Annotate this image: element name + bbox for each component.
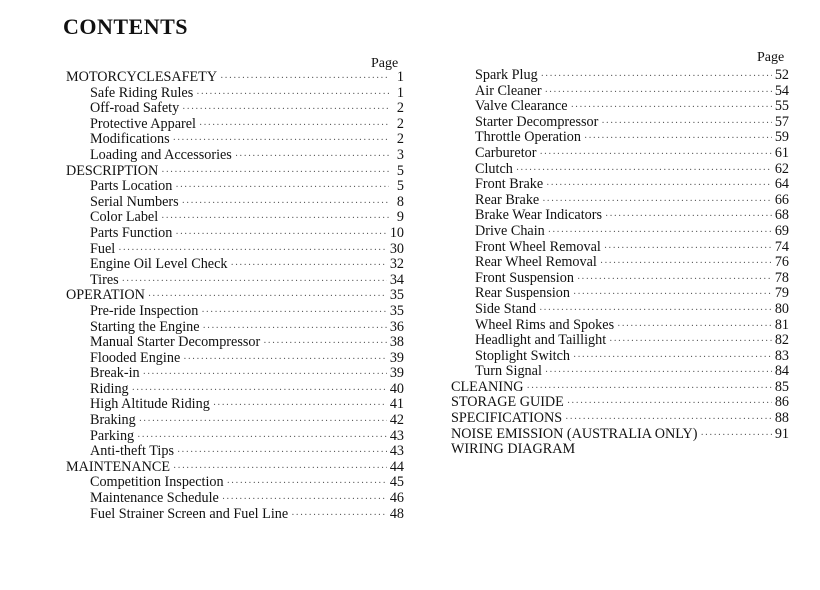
toc-entry-label: Off-road Safety [90,100,180,117]
toc-entry-riding[interactable] [66,382,404,398]
toc-entry-specifications[interactable] [451,411,789,427]
toc-entry-page-number: 91 [774,425,789,442]
toc-entry-operation[interactable] [66,288,404,304]
toc-entry-label: Competition Inspection [90,474,224,491]
dot-leader [263,336,387,352]
toc-entry-serial-numbers[interactable] [66,195,404,211]
toc-entry-page-number: 78 [774,269,789,286]
dot-leader [175,227,386,243]
dot-leader [539,147,771,163]
toc-entry-label: Front Brake [475,176,544,193]
toc-entry-label: Parts Location [90,178,173,195]
toc-entry-label: Clutch [475,160,513,177]
toc-entry-pre-ride-inspection[interactable] [66,304,404,320]
toc-entry-label: OPERATION [66,287,145,304]
toc-entry-label: Drive Chain [475,222,545,239]
toc-entry-engine-oil-level-check[interactable] [66,257,404,273]
toc-entry-parking[interactable] [66,429,404,445]
toc-entry-page-number: 43 [389,443,404,460]
toc-entry-cleaning[interactable] [451,380,789,396]
dot-leader [182,196,389,212]
toc-entry-label: Starting the Engine [90,318,200,335]
toc-entry-page-number: 2 [396,115,404,132]
toc-entry-label: Headlight and Taillight [475,332,607,349]
toc-entry-valve-clearance[interactable] [451,99,789,115]
toc-entry-manual-starter-decompressor[interactable] [66,335,404,351]
toc-entry-air-cleaner[interactable] [451,84,789,100]
toc-entry-spark-plug[interactable] [451,68,789,84]
toc-right-column [451,68,789,458]
toc-entry-page-number: 40 [389,380,404,397]
dot-leader [601,116,772,132]
dot-leader [177,445,387,461]
dot-leader [201,305,386,321]
dot-leader [161,211,389,227]
toc-entry-page-number: 76 [774,254,789,271]
toc-entry-page-number: 55 [774,98,789,115]
toc-entry-page-number: 86 [774,394,789,411]
toc-entry-label: Rear Wheel Removal [475,254,597,271]
toc-entry-label: Protective Apparel [90,115,196,132]
toc-entry-label: WIRING DIAGRAM [451,441,576,458]
toc-entry-label: High Altitude Riding [90,396,210,413]
toc-entry-label: Brake Wear Indicators [475,207,603,224]
toc-entry-front-wheel-removal[interactable] [451,240,789,256]
toc-entry-page-number: 2 [396,100,404,117]
toc-entry-page-number: 1 [396,84,404,101]
toc-entry-page-number: 85 [774,378,789,395]
toc-entry-page-number: 32 [389,256,404,273]
toc-entry-page-number: 48 [389,505,404,522]
toc-entry-label: Stoplight Switch [475,347,570,364]
toc-entry-page-number: 36 [389,318,404,335]
toc-entry-competition-inspection[interactable] [66,475,404,491]
dot-leader [600,256,772,272]
toc-entry-safe-riding-rules[interactable] [66,86,404,102]
dot-leader [609,334,772,350]
toc-entry-maintenance-schedule[interactable] [66,491,404,507]
toc-entry-page-number: 57 [774,113,789,130]
toc-entry-page-number: 42 [389,412,404,429]
toc-entry-label: Valve Clearance [475,98,568,115]
page-title: CONTENTS [63,14,189,39]
toc-entry-maintenance[interactable] [66,460,404,476]
dot-leader [175,180,389,196]
toc-entry-label: Color Label [90,209,159,226]
toc-entry-parts-location[interactable] [66,179,404,195]
toc-entry-page-number: 44 [389,458,404,475]
toc-entry-wiring-diagram[interactable] [451,442,789,458]
toc-entry-braking[interactable] [66,413,404,429]
toc-entry-page-number: 35 [389,302,404,319]
toc-entry-page-number: 46 [389,490,404,507]
toc-entry-label: Flooded Engine [90,349,181,366]
toc-entry-page-number: 2 [396,131,404,148]
toc-entry-wheel-rims-and-spokes[interactable] [451,318,789,334]
toc-entry-label: Throttle Operation [475,129,581,146]
toc-entry-label: Turn Signal [475,363,542,380]
dot-leader [183,352,387,368]
toc-entry-page-number: 82 [774,332,789,349]
toc-entry-page-number: 88 [774,410,789,427]
toc-entry-label: SPECIFICATIONS [451,410,563,427]
toc-entry-turn-signal[interactable] [451,364,789,380]
toc-entry-page-number: 39 [389,365,404,382]
toc-entry-drive-chain[interactable] [451,224,789,240]
dot-leader [122,274,387,290]
toc-entry-page-number: 52 [774,67,789,83]
toc-entry-page-number: 74 [774,238,789,255]
toc-entry-label: Carburetor [475,144,537,161]
toc-entry-page-number: 79 [774,285,789,302]
toc-entry-page-number: 9 [396,209,404,226]
toc-entry-label: CLEANING [451,378,524,395]
toc-entry-page-number: 84 [774,363,789,380]
dot-leader [617,319,772,335]
dot-leader [573,350,772,366]
toc-entry-flooded-engine[interactable] [66,351,404,367]
toc-entry-rear-wheel-removal[interactable] [451,255,789,271]
toc-entry-noise-emission-australia-only[interactable] [451,427,789,443]
toc-entry-tires[interactable] [66,273,404,289]
toc-entry-label: Parts Function [90,224,173,241]
toc-entry-label: MAINTENANCE [66,458,171,475]
toc-entry-page-number: 41 [389,396,404,413]
toc-entry-page-number: 54 [774,82,789,99]
toc-entry-label: Fuel Strainer Screen and Fuel Line [90,505,289,522]
dot-leader [231,258,387,274]
toc-entry-clutch[interactable] [451,162,789,178]
dot-leader [235,149,389,165]
toc-entry-page-number: 8 [396,193,404,210]
toc-entry-label: Spark Plug [475,67,538,83]
toc-entry-page-number: 30 [389,240,404,257]
toc-entry-label: Rear Brake [475,191,540,208]
toc-entry-storage-guide[interactable] [451,395,789,411]
dot-leader [137,430,387,446]
toc-entry-break-in[interactable] [66,366,404,382]
toc-entry-parts-function[interactable] [66,226,404,242]
toc-entry-page-number: 45 [389,474,404,491]
dot-leader [567,396,772,412]
toc-entry-carburetor[interactable] [451,146,789,162]
toc-entry-fuel-strainer-screen-and-fuel-line[interactable] [66,507,404,523]
toc-entry-page-number: 35 [389,287,404,304]
toc-entry-description[interactable] [66,164,404,180]
toc-entry-page-number: 69 [774,222,789,239]
dot-leader [577,272,772,288]
dot-leader [584,131,772,147]
toc-entry-label: Anti-theft Tips [90,443,174,460]
toc-entry-page-number: 1 [396,69,404,85]
toc-left-column [66,70,404,522]
toc-entry-label: Manual Starter Decompressor [90,334,261,351]
toc-entry-page-number: 64 [774,176,789,193]
toc-entry-fuel[interactable] [66,242,404,258]
toc-entry-page-number: 5 [396,178,404,195]
toc-entry-page-number: 10 [389,224,404,241]
toc-entry-label: MOTORCYCLESAFETY [66,69,218,85]
dot-leader [139,414,387,430]
toc-entry-off-road-safety[interactable] [66,101,404,117]
toc-entry-anti-theft-tips[interactable] [66,444,404,460]
toc-entry-page-number: 61 [774,144,789,161]
toc-entry-label: STORAGE GUIDE [451,394,564,411]
dot-leader [571,100,772,116]
toc-entry-label: Break-in [90,365,140,382]
toc-entry-modifications[interactable] [66,132,404,148]
page-column-header-right: Page [757,50,785,65]
toc-entry-front-suspension[interactable] [451,271,789,287]
toc-entry-page-number: 62 [774,160,789,177]
dot-leader [545,365,772,381]
dot-leader [227,476,387,492]
dot-leader [605,209,772,225]
toc-entry-label: Loading and Accessories [90,146,232,163]
toc-entry-page-number: 34 [389,271,404,288]
toc-entry-side-stand[interactable] [451,302,789,318]
toc-entry-label: NOISE EMISSION (AUSTRALIA ONLY) [451,425,698,442]
toc-entry-label: Modifications [90,131,170,148]
toc-entry-page-number: 3 [396,146,404,163]
dot-leader [541,69,772,85]
toc-entry-label: Tires [90,271,119,288]
toc-entry-front-brake[interactable] [451,177,789,193]
dot-leader [143,367,387,383]
toc-entry-label: Front Suspension [475,269,574,286]
toc-entry-label: Braking [90,412,136,429]
toc-entry-page-number: 5 [396,162,404,179]
toc-entry-brake-wear-indicators[interactable] [451,208,789,224]
toc-entry-label: Safe Riding Rules [90,84,194,101]
toc-entry-label: Rear Suspension [475,285,570,302]
toc-entry-label: DESCRIPTION [66,162,159,179]
toc-entry-label: Riding [90,380,129,397]
toc-entry-label: Serial Numbers [90,193,179,210]
toc-entry-page-number: 68 [774,207,789,224]
toc-entry-label: Air Cleaner [475,82,542,99]
toc-entry-page-number: 80 [774,300,789,317]
dot-leader [220,71,389,87]
toc-entry-label: Engine Oil Level Check [90,256,228,273]
toc-entry-stoplight-switch[interactable] [451,349,789,365]
toc-entry-label: Wheel Rims and Spokes [475,316,615,333]
toc-entry-label: Pre-ride Inspection [90,302,199,319]
dot-leader [196,87,389,103]
toc-entry-page-number: 39 [389,349,404,366]
toc-entry-color-label[interactable] [66,210,404,226]
toc-entry-rear-brake[interactable] [451,193,789,209]
dot-leader [199,118,389,134]
toc-entry-page-number: 83 [774,347,789,364]
toc-entry-protective-apparel[interactable] [66,117,404,133]
dot-leader [516,163,772,179]
dot-leader [213,398,387,414]
dot-leader [700,428,771,444]
dot-leader [573,287,772,303]
toc-entry-starter-decompressor[interactable] [451,115,789,131]
toc-entry-page-number: 81 [774,316,789,333]
toc-entry-loading-and-accessories[interactable] [66,148,404,164]
dot-leader [546,178,772,194]
dot-leader [604,241,772,257]
toc-entry-label: Parking [90,427,135,444]
toc-entry-page-number: 43 [389,427,404,444]
toc-entry-high-altitude-riding[interactable] [66,397,404,413]
toc-entry-label: Side Stand [475,300,537,317]
dot-leader [161,165,389,181]
toc-entry-starting-the-engine[interactable] [66,320,404,336]
toc-entry-page-number: 38 [389,334,404,351]
dot-leader [182,102,389,118]
page-column-header-left: Page [371,56,399,71]
toc-entry-throttle-operation[interactable] [451,130,789,146]
toc-entry-motorcyclesafety[interactable] [66,70,404,86]
toc-entry-page-number: 66 [774,191,789,208]
dot-leader [545,85,772,101]
toc-entry-label: Maintenance Schedule [90,490,219,507]
toc-entry-label: Starter Decompressor [475,113,599,130]
toc-entry-label: Fuel [90,240,116,257]
toc-entry-page-number: 59 [774,129,789,146]
toc-entry-headlight-and-taillight[interactable] [451,333,789,349]
dot-leader [291,508,387,524]
toc-entry-label: Front Wheel Removal [475,238,601,255]
toc-entry-rear-suspension[interactable] [451,286,789,302]
